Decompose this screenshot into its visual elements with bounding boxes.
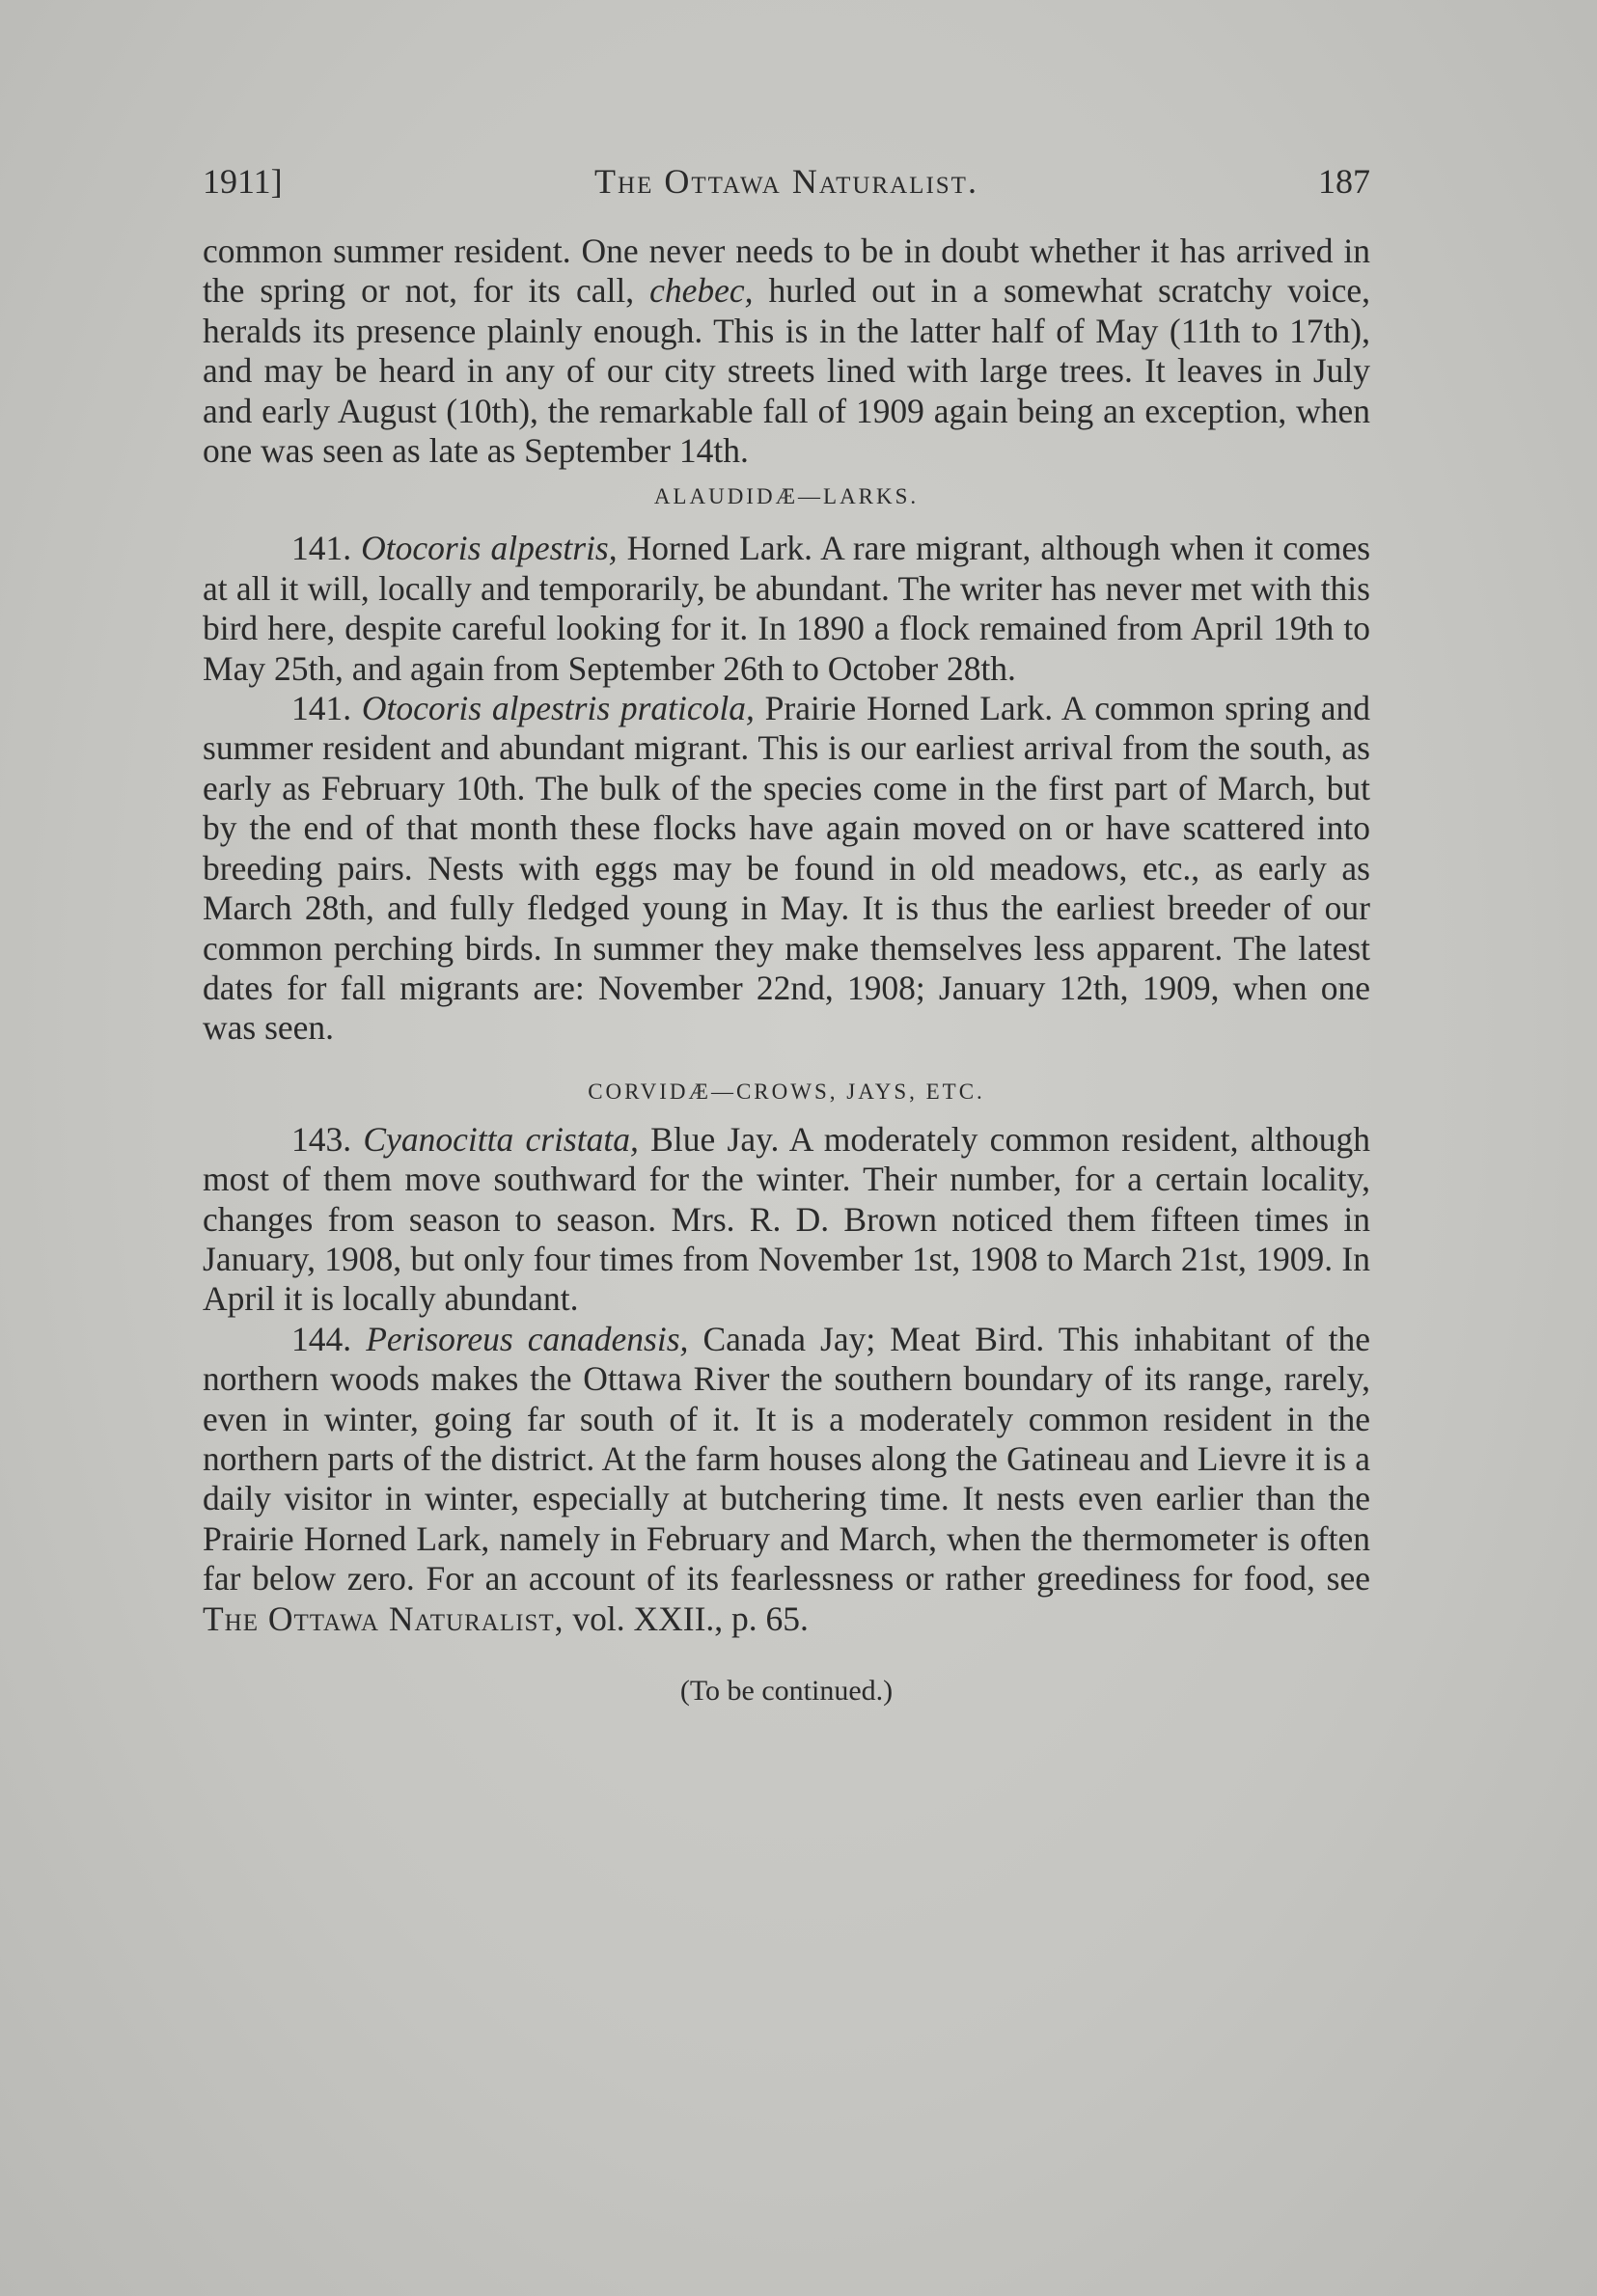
- section-heading-larks: ALAUDIDÆ—LARKS.: [653, 484, 920, 509]
- intro-text: common summer resident. One never needs to be in doubt whether it has arrived in the spring or not, for its call,: [203, 232, 1370, 311]
- entry-text: Prairie Horned Lark. A common spring and summer resident and abundant migrant. This is our earliest arrival from the south, as early as February 10th. The bulk of the species come in the first part of March, but by the end of that month these flocks have again moved on or have scattered into breeding pairs. Nests with eggs may be found in old meadows, etc., as early as March 28th, and fully fledged young in May. It is thus the earliest breeder of our common perching birds. In summer they make themselves less apparent. The latest dates for fall migrants are: November 22nd, 1908; January 12th, 1909, when one was seen.: [203, 689, 1370, 1048]
- species-entry: [203, 1320, 1370, 1639]
- entry-text: Blue Jay. A moderately common resident, although most of them move southward for the winter. Their number, for a certain locality, changes from season to season. Mrs. R. D. Brown noticed them fifteen times in January, 1908, but only four times from November 1st, 1908 to March 21st, 1909. In April it is locally abundant.: [203, 1119, 1370, 1319]
- entry-number: 141.: [291, 529, 352, 568]
- scientific-name: Otocoris alpestris,: [361, 529, 618, 568]
- header-year: 1911]: [203, 162, 283, 201]
- entry-number: 141.: [291, 689, 352, 728]
- species-entry: [203, 1120, 1370, 1320]
- header-journal-title: The Ottawa Naturalist.: [594, 162, 978, 201]
- species-entry: [203, 689, 1370, 1049]
- scientific-name: Perisoreus canadensis,: [366, 1319, 689, 1358]
- section-heading-corvids: CORVIDÆ—CROWS, JAYS, ETC.: [588, 1079, 985, 1104]
- species-entry: [203, 529, 1370, 689]
- entry-text: Canada Jay; Meat Bird. This inhabitant of the northern woods makes the Ottawa River the southern boundary of its range, rarely, even in winter, going far south of it. It is a moderately common resident in the northern parts of the district. At the farm houses along the Gatineau and Lievre it is a daily visitor in winter, especially at butchering time. It nests even earlier than the Prairie Horned Lark, namely in February and March, when the thermometer is often far below zero. For an account of its fearlessness or rather greediness for food, see: [203, 1319, 1370, 1599]
- to-be-continued: (To be continued.): [679, 1675, 894, 1707]
- article-body: [203, 232, 1370, 1710]
- page-number: 187: [1318, 162, 1370, 201]
- entry-text: Horned Lark. A rare migrant, although when it comes at all it will, locally and temporarily, be abundant. The writer has never met with this bird here, despite careful looking for it. In 1890 a flock remained from April 19th to May 25th, and again from September 26th to October 28th.: [203, 529, 1371, 688]
- entry-text-after: vol. XXII., p. 65.: [572, 1599, 809, 1638]
- running-header: [203, 159, 1370, 204]
- entry-number: 143.: [291, 1119, 352, 1159]
- intro-paragraph: [203, 232, 1370, 471]
- journal-reference: The Ottawa Naturalist,: [203, 1599, 564, 1638]
- scientific-name: Cyanocitta cristata,: [363, 1119, 639, 1159]
- scientific-name: Otocoris alpestris praticola,: [361, 689, 755, 728]
- intro-text-after: hurled out in a somewhat scratchy voice, heralds its presence plainly enough. This is in the latter half of May (11th to 17th), and may be heard in any of our city streets lined with large trees. It leaves in July and early August (10th), the remarkable fall of 1909 again being an exception, when one was seen as late as September 14th.: [203, 271, 1370, 471]
- entry-number: 144.: [291, 1319, 352, 1358]
- call-word: chebec,: [649, 271, 754, 311]
